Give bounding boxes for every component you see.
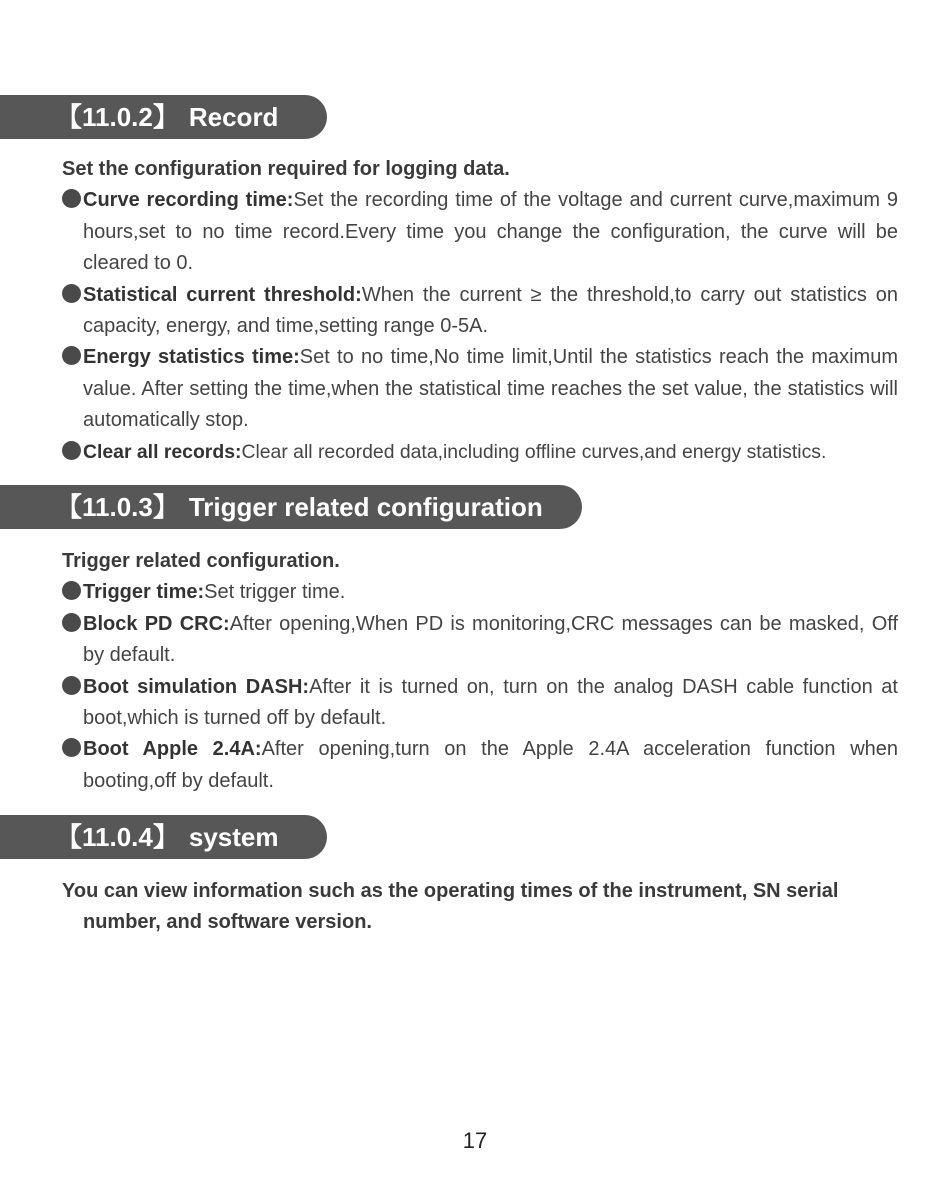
item-description: After opening,turn on the Apple 2.4A acceleration function when booting,off by default. (83, 738, 899, 792)
item-term: Curve recording time: (83, 189, 294, 212)
item-term: Block PD CRC: (83, 612, 230, 635)
item-description: Set the recording time of the voltage and current curve,maximum 9 hours,set to no time record.Every time you change the configuration, the curve will be cleared to 0. (83, 189, 898, 275)
section-body-system (62, 876, 898, 939)
bullet-icon (62, 441, 81, 460)
bullet-icon (62, 738, 81, 757)
item-description: Set trigger time. (204, 581, 346, 604)
section-intro: Trigger related configuration. (62, 550, 340, 572)
item-term: Trigger time: (83, 581, 205, 604)
item-description: After opening,When PD is monitoring,CRC messages can be masked, Off by default. (83, 612, 898, 667)
list-item (62, 342, 898, 436)
section-number: 【11.0.2】 (56, 102, 179, 132)
section-title: system (188, 822, 279, 852)
item-term: Statistical current threshold: (83, 283, 362, 306)
bullet-icon (62, 284, 81, 303)
bullet-icon (62, 676, 81, 695)
section-intro: You can view information such as the operating times of the instrument, SN serial number, and software version. (62, 880, 839, 934)
item-description: After it is turned on, turn on the analog DASH cable function at boot,which is turned off by default. (83, 675, 898, 730)
section-body-record (62, 154, 898, 468)
section-header-record (0, 95, 327, 139)
list-item (62, 437, 898, 468)
item-term: Boot Apple 2.4A: (83, 738, 262, 761)
bullet-icon (62, 189, 81, 208)
list-item (62, 185, 898, 279)
section-header-system (0, 815, 327, 859)
bullet-icon (62, 346, 81, 365)
section-intro: Set the configuration required for logging data. (62, 158, 510, 180)
section-header-trigger (0, 485, 582, 529)
list-item (62, 577, 898, 608)
section-body-trigger (62, 546, 898, 797)
item-description: When the current ≥ the threshold,to carry out statistics on capacity, energy, and time,setting range 0-5A. (83, 283, 898, 338)
item-term: Energy statistics time: (83, 346, 300, 369)
list-item (62, 672, 898, 735)
section-number: 【11.0.4】 (56, 822, 179, 852)
bullet-icon (62, 581, 81, 600)
item-description: Set to no time,No time limit,Until the statistics reach the maximum value. After setting the time,when the statistical time reaches the set value, the statistics will automatically stop. (83, 346, 898, 432)
bullet-icon (62, 613, 81, 632)
item-term: Clear all records: (83, 440, 242, 463)
section-title: Trigger related configuration (188, 492, 543, 522)
item-description: Clear all recorded data,including offline curves,and energy statistics. (241, 440, 827, 463)
section-number: 【11.0.3】 (56, 492, 179, 522)
page-number: 17 (462, 1128, 488, 1153)
section-title: Record (188, 102, 279, 132)
item-term: Boot simulation DASH: (83, 675, 310, 698)
list-item (62, 734, 898, 797)
list-item (62, 609, 898, 672)
list-item (62, 280, 898, 343)
